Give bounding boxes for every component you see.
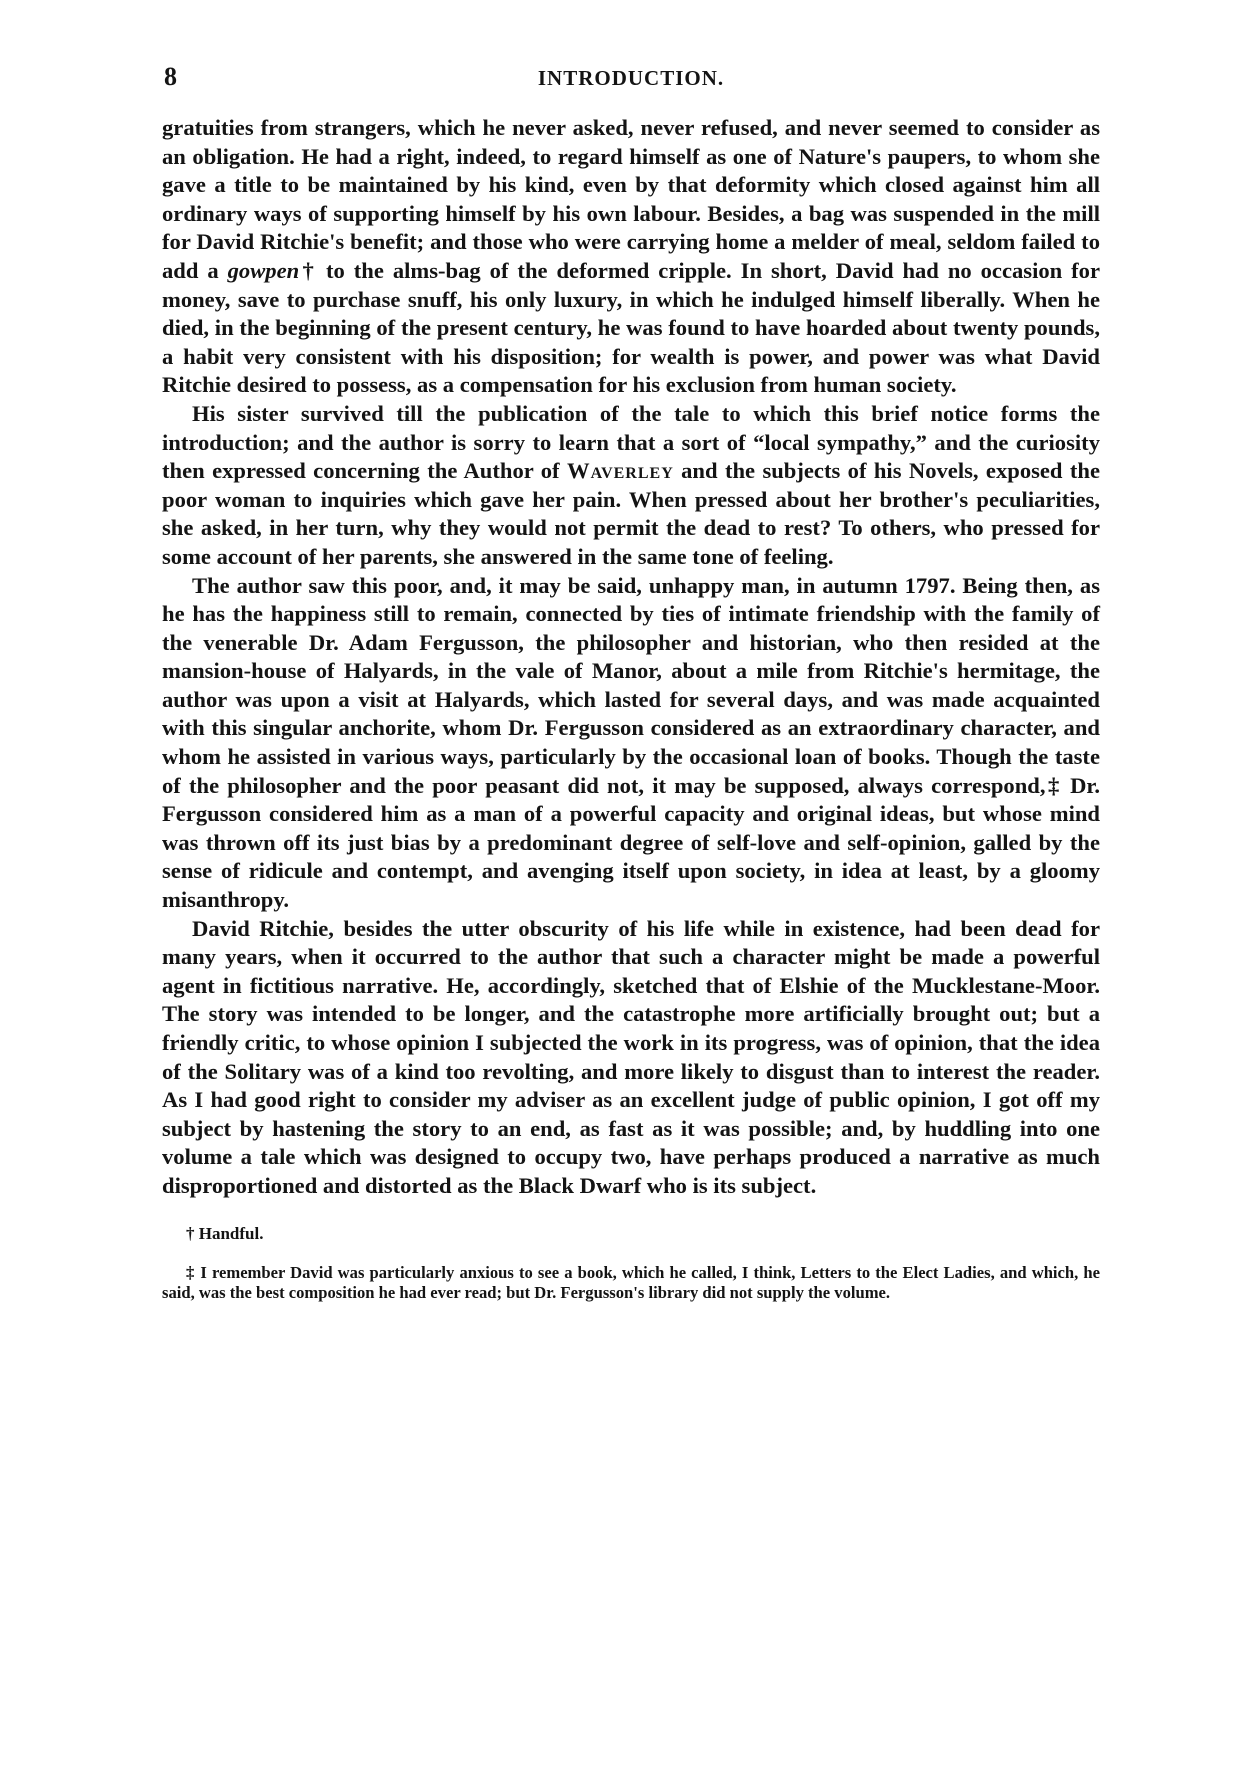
paragraph-1 bbox=[162, 114, 1100, 400]
footnote-ref-double-dagger: ‡ bbox=[1045, 772, 1062, 798]
paragraph-2-text: His sister survived till the publication of the tale to which this brief notice forms the introduction; and the author is sorry to learn that a sort of “local sympathy,” and the curiosity then expressed concerning the Author of bbox=[162, 400, 1100, 484]
footnotes bbox=[162, 1223, 1100, 1303]
footnote-handful: † Handful. bbox=[186, 1223, 264, 1243]
paragraph-3 bbox=[162, 572, 1100, 915]
body-text bbox=[162, 114, 1100, 1201]
paragraph-1-text: gratuities from strangers, which he never asked, never refused, and never seemed to consider as an obligation. He had a right, indeed, to regard himself as one of Nature's paupers, to whom she gave a title to be maintained by his kind, even by that deformity which closed against him all ordinary ways of supporting himself by his own labour. Besides, a bag was suspended in the mill for David Ritchie's benefit; and those who were carrying home a melder of meal, seldom failed to add a bbox=[162, 115, 1100, 283]
footnote-elect-ladies: ‡ I remember David was particularly anxious to see a book, which he called, I think, Letters to the Elect Ladies, and which, he said, was the best composition he had ever read; but Dr. Fergusson's library did not supply the volume. bbox=[162, 1262, 1100, 1302]
smallcaps-waverley: Waverley bbox=[566, 458, 674, 484]
book-page bbox=[162, 62, 1100, 1752]
page-number: 8 bbox=[164, 62, 177, 91]
paragraph-4: David Ritchie, besides the utter obscurity of his life while in existence, had been dead for many years, when it occurred to the author that such a character might be made a powerful agent in fictitious narrative. He, accordingly, sketched that of Elshie of the Mucklestane-Moor. The story was intended to be longer, and the catastrophe more artificially brought out; but a friendly critic, to whose opinion I subjected the work in its progress, was of opinion, that the idea of the Solitary was of a kind too revolting, and more likely to disgust than to interest the reader. As I had good right to consider my adviser as an excellent judge of public opinion, I got off my subject by hastening the story to an end, as fast as it was possible; and, by huddling into one volume a tale which was designed to occupy two, have perhaps produced a narrative as much disproportioned and distorted as the Black Dwarf who is its subject. bbox=[162, 915, 1100, 1198]
paragraph-3-text-end: Dr. Fergusson considered him as a man of a powerful capacity and original ideas, but whose mind was thrown off its just bias by a predominant degree of self-love and self-opinion, galled by the sense of ridicule and contempt, and avenging itself upon society, in idea at least, by a gloomy misanthropy. bbox=[162, 772, 1100, 913]
footnote-ref-dagger: † bbox=[299, 257, 318, 283]
paragraph-2 bbox=[162, 400, 1100, 572]
paragraph-3-text: The author saw this poor, and, it may be said, unhappy man, in autumn 1797. Being then, as he has the happiness still to remain, connected by ties of intimate friendship with the family of the venerable Dr. Adam Fergusson, the philosopher and historian, who then resided at the mansion-house of Halyards, in the vale of Manor, about a mile from Ritchie's hermitage, the author was upon a visit at Halyards, which lasted for several days, and was made acquainted with this singular anchorite, whom Dr. Fergusson considered as an extraordinary character, and whom he assisted in various ways, particularly by the occasional loan of books. Though the taste of the philosopher and the poor peasant did not, it may be supposed, always correspond, bbox=[162, 572, 1100, 798]
paragraph-1-text-end: to the alms-bag of the deformed cripple. In short, David had no occasion for money, save to purchase snuff, his only luxury, in which he indulged himself liberally. When he died, in the beginning of the present century, he was found to have hoarded about twenty pounds, a habit very consistent with his disposition; for wealth is power, and power was what David Ritchie desired to possess, as a compensation for his exclusion from human society. bbox=[162, 257, 1101, 398]
paragraph-2-text-end: and the subjects of his Novels, exposed the poor woman to inquiries which gave her pain. When pressed about her brother's peculiarities, she asked, in her turn, why they would not permit the dead to rest? To others, who pressed for some account of her parents, she answered in the same tone of feeling. bbox=[162, 458, 1101, 569]
running-title: INTRODUCTION. bbox=[537, 66, 725, 90]
running-head bbox=[162, 62, 1100, 96]
italic-word-gowpen: gowpen bbox=[227, 257, 300, 283]
